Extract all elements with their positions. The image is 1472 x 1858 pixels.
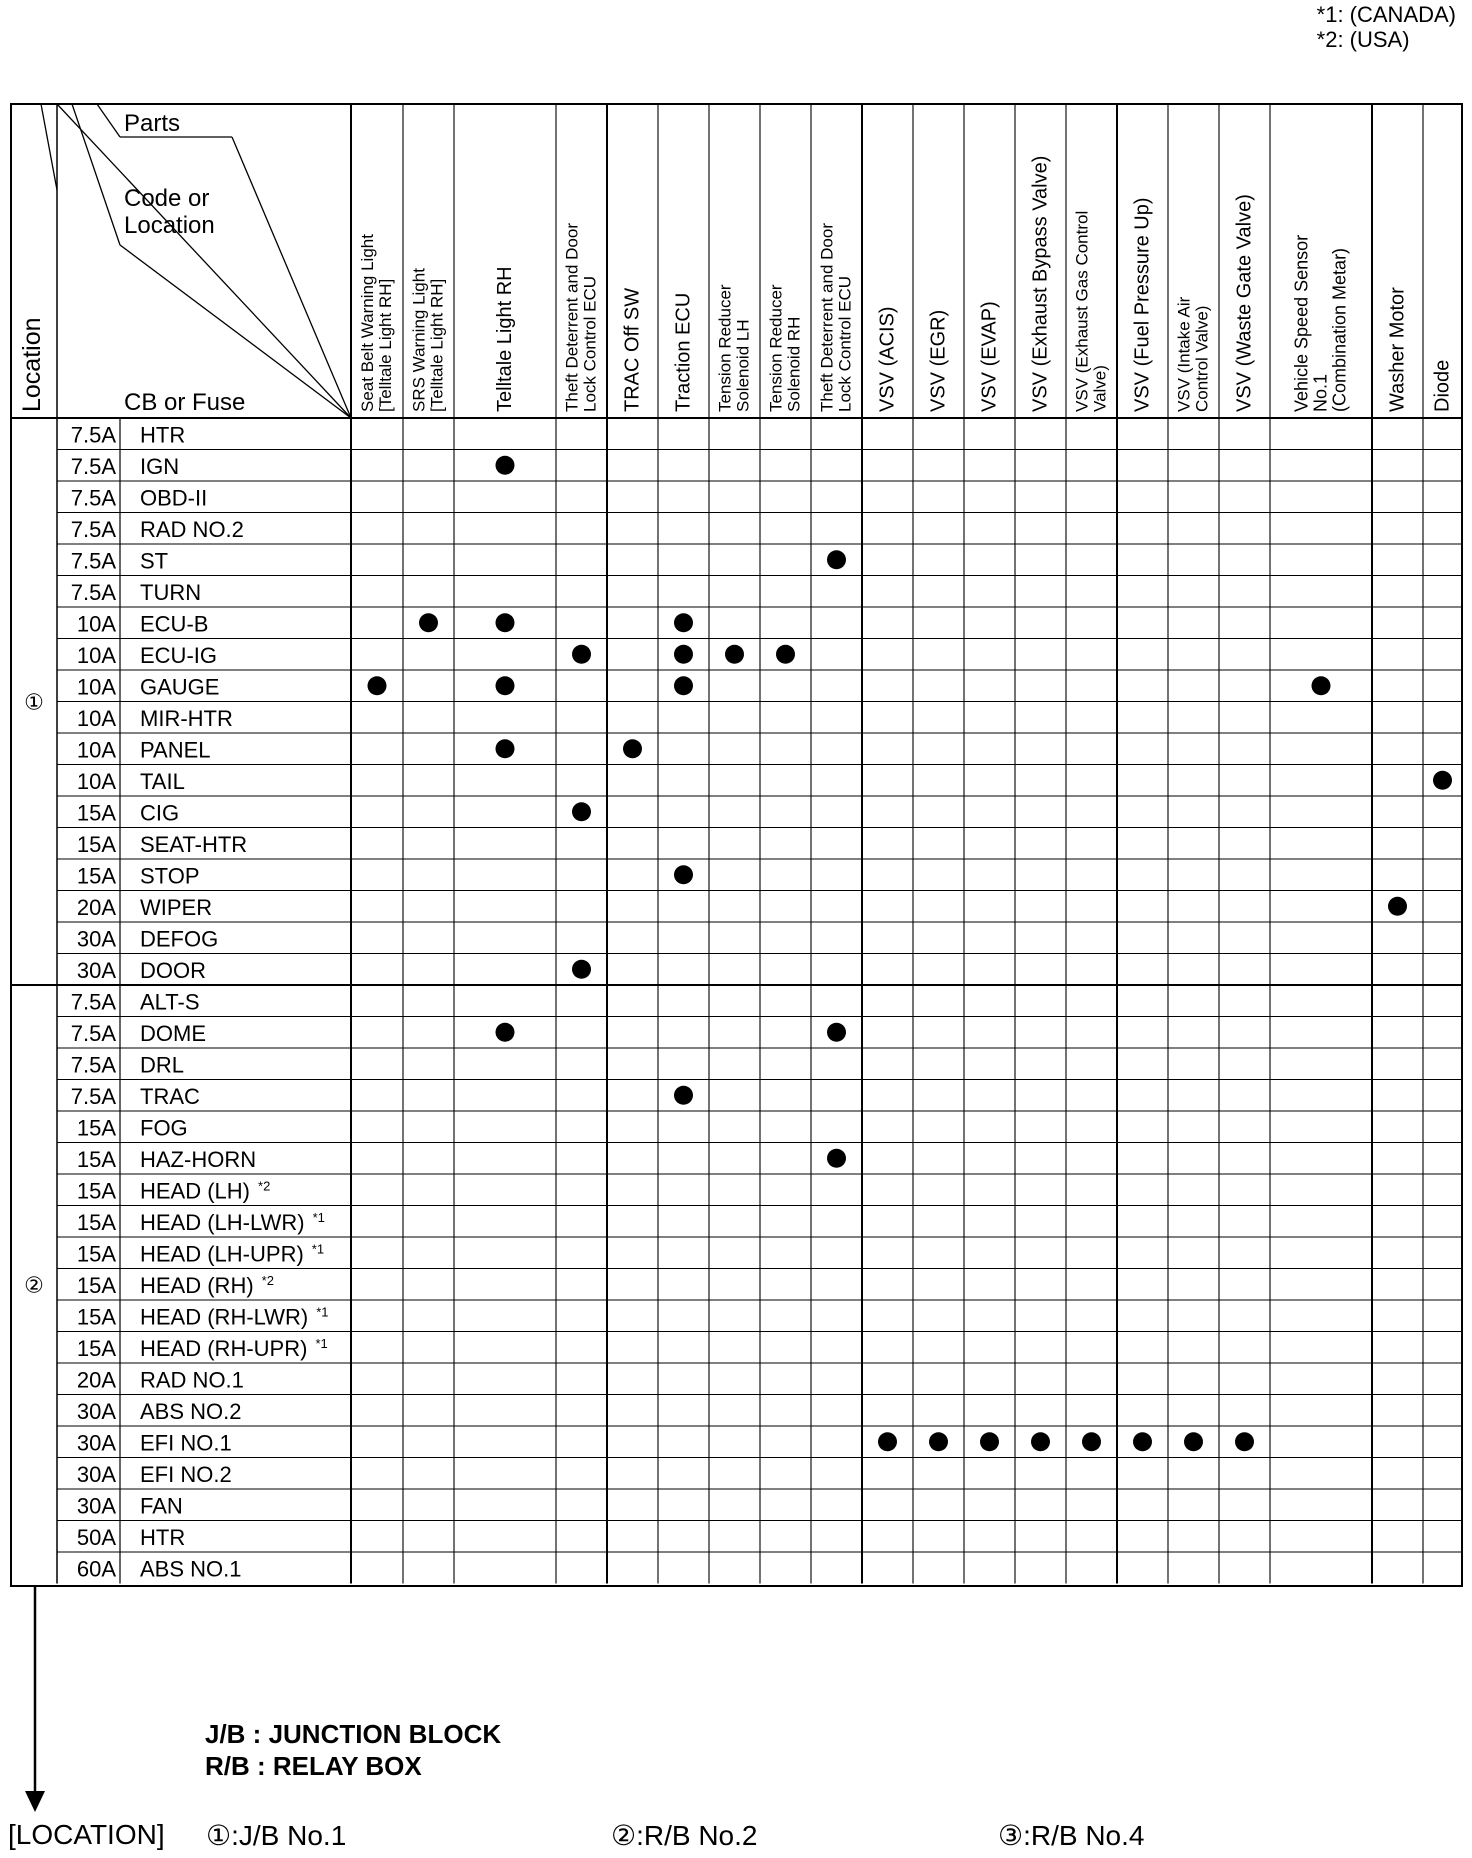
connection-dot [1235,1432,1254,1451]
fuse-amperage: 15A [76,1304,116,1330]
fuse-amperage: 7.5A [70,1052,116,1078]
connection-dot [623,739,642,758]
fuse-amperage: 10A [76,643,116,668]
diagonal-line [232,137,351,418]
fuse-name: TRAC [140,1084,200,1109]
fuse-amperage: 10A [76,706,116,731]
legend-junction-block: J/B : JUNCTION BLOCK [205,1719,502,1749]
column-header-label: Lock Control ECU [835,275,855,412]
fuse-name: HEAD (RH) $^{*2}$ [140,1273,274,1298]
connection-dot [980,1432,999,1451]
column-header-label: Seat Belt Warning Light [357,234,377,412]
connection-dot [496,456,515,475]
fuse-amperage: 20A [76,1367,116,1393]
connection-dot [674,1086,693,1105]
column-header-label: VSV (EVAP) [978,301,1001,412]
header-code-or: Code or [124,185,210,212]
fuse-amperage: 30A [76,1399,116,1424]
fuse-amperage: 10A [76,611,116,637]
column-header-label: VSV (Exhaust Bypass Valve) [1029,155,1052,412]
connection-dot [419,613,438,632]
fuse-name: HEAD (LH) $^{*2}$ [140,1178,271,1204]
fuse-name: WIPER [140,895,213,920]
connection-dot [827,1023,846,1042]
fuse-name: RAD NO.1 [140,1367,244,1393]
fuse-amperage: 10A [76,737,116,763]
fuse-amperage: 50A [76,1525,116,1550]
fuse-amperage: 7.5A [70,454,116,479]
connection-dot [496,739,515,758]
location-key-jb1: ①:J/B No.1 [206,1820,347,1851]
fuse-name: RAD NO.2 [140,517,244,542]
column-header-label: Vehicle Speed Sensor [1291,234,1312,412]
location-marker: ① [24,689,44,715]
fuse-amperage: 15A [76,1147,116,1172]
connection-dot [496,676,515,695]
location-key-rb2: ②:R/B No.2 [611,1820,758,1851]
connection-dot [776,645,795,664]
connection-dot [572,802,591,821]
fuse-name: EFI NO.1 [140,1430,232,1456]
fuse-amperage: 15A [76,1210,116,1235]
fuse-name: EFI NO.2 [140,1462,232,1487]
column-header-label: VSV (Fuel Pressure Up) [1131,197,1154,412]
fuse-name: ECU-IG [140,643,217,668]
connection-dot [1184,1432,1203,1451]
fuse-amperage: 30A [76,1430,116,1456]
fuse-footnote-ref: *1 [315,1336,328,1351]
column-header-label: Lock Control ECU [580,275,600,412]
column-header-label: Solenoid RH [784,316,804,412]
fuse-amperage: 7.5A [70,580,116,605]
fuse-name: HAZ-HORN [140,1147,257,1172]
footnote-usa: *2: (USA) [1316,27,1410,52]
column-header-label: Telltale Light RH [493,266,516,412]
fuse-name: ALT-S [140,989,200,1015]
fuse-amperage: 20A [76,895,116,920]
table-body [24,423,328,1582]
location-marker: ② [24,1272,44,1298]
connection-dot [674,865,693,884]
fuse-name: CIG [140,800,180,826]
fuse-amperage: 7.5A [70,422,116,448]
fuse-name: MIR-HTR [140,706,233,731]
fuse-amperage: 7.5A [70,1021,116,1046]
fuse-name: HEAD (LH-LWR) $^{*1}$ [140,1210,325,1235]
legend-relay-box: R/B : RELAY BOX [205,1751,422,1781]
column-header-label: TRAC Off SW [621,287,644,412]
column-header-label: Diode [1431,359,1454,412]
column-header-label: [Telltale Light RH] [427,278,447,412]
column-header-label: (Combination Metar) [1329,247,1350,412]
header-parts: Parts [124,110,181,137]
fuse-footnote-ref: *1 [316,1304,329,1320]
column-header-label: VSV (Exhaust Gas Control [1072,210,1092,412]
fuse-name: TAIL [140,769,185,794]
fuse-amperage: 15A [76,1178,116,1204]
connection-dot [929,1432,948,1451]
column-header-label: No.1 [1310,373,1331,412]
fuse-amperage: 30A [76,926,116,952]
column-header-label: Solenoid LH [733,319,753,412]
fuse-name: SEAT-HTR [140,832,248,857]
fuse-name: FOG [140,1115,188,1141]
fuse-amperage: 10A [76,769,116,794]
location-key-label: [LOCATION] [8,1819,165,1850]
fuse-name: HTR [140,1525,186,1550]
fuse-name: DRL [140,1052,185,1078]
connection-dot [496,1023,515,1042]
connection-dot [1082,1432,1101,1451]
fuse-amperage: 30A [76,958,116,983]
connection-dot [674,676,693,695]
location-key [8,1819,1448,1853]
fuse-name: GAUGE [140,674,220,700]
fuse-amperage: 7.5A [70,517,116,542]
footnote-canada: *1: (CANADA) [1316,2,1456,27]
fuse-name: OBD-II [140,485,208,511]
connection-dot [878,1432,897,1451]
fuse-name: DOME [140,1021,206,1046]
column-headers [358,156,1454,412]
connection-dot [572,960,591,979]
fuse-footnote-ref: *1 [312,1210,325,1225]
fuse-name: PANEL [140,737,211,763]
fuse-name: ST [140,548,169,574]
header-diagonals [41,104,351,418]
column-header-label: VSV (EGR) [927,309,950,412]
fuse-amperage: 10A [76,674,116,700]
column-header-label: Valve) [1090,365,1110,412]
fuse-amperage: 7.5A [70,485,116,511]
fuse-amperage: 15A [76,832,116,857]
connection-dot [827,1149,846,1168]
column-header-label: Theft Deterrent and Door [817,223,837,412]
fuse-amperage: 7.5A [70,1084,116,1109]
fuse-name: FAN [140,1493,183,1519]
fuse-name: IGN [140,454,180,479]
connection-dot [1031,1432,1050,1451]
connection-dot [674,645,693,664]
fuse-name: ABS NO.2 [140,1399,242,1424]
fuse-footnote-ref: *1 [311,1241,325,1257]
fuse-name: HEAD (RH-UPR) $^{*1}$ [140,1336,328,1361]
fuse-amperage: 7.5A [70,989,116,1015]
connection-dot [1433,771,1452,790]
column-header-label: SRS Warning Light [409,268,429,412]
fuse-name: ABS NO.1 [140,1556,242,1582]
fuse-name: DEFOG [140,926,219,952]
diagonal-line [41,104,57,190]
connection-dot [725,645,744,664]
fuse-amperage: 15A [76,1273,116,1298]
diagonal-line [72,104,120,245]
fuse-name: HEAD (RH-LWR) $^{*1}$ [140,1304,329,1330]
column-header-label: Tension Reducer [715,284,735,412]
column-header-label: Control Valve) [1192,305,1212,412]
header-location-word: Location [124,212,215,239]
abbreviation-legend [205,1718,501,1782]
fuse-amperage: 15A [76,1115,116,1141]
fuse-name: HTR [140,422,186,448]
column-header-label: [Telltale Light RH] [375,278,395,412]
connection-dot [1388,897,1407,916]
column-header-label: Traction ECU [672,292,695,412]
column-header-label: Tension Reducer [766,284,786,412]
fuse-footnote-ref: *2 [258,1178,271,1194]
connection-dot [368,676,387,695]
fuse-name: DOOR [140,958,206,983]
diagonal-line [97,104,120,137]
fuse-name: STOP [140,863,200,889]
connection-dot [1133,1432,1152,1451]
column-header-label: VSV (ACIS) [876,306,899,412]
fuse-amperage: 30A [76,1493,116,1519]
connection-dot [496,613,515,632]
column-header-label: Washer Motor [1386,287,1409,412]
location-key-rb4: ③:R/B No.4 [998,1820,1145,1851]
fuse-amperage: 15A [76,1241,116,1267]
fuse-amperage: 30A [76,1462,116,1487]
column-header-label: VSV (Intake Air [1174,296,1194,412]
diagonal-line [57,104,351,418]
fuse-footnote-ref: *2 [261,1273,274,1288]
header-cb-or-fuse: CB or Fuse [124,389,246,416]
fuse-amperage: 15A [76,1336,116,1361]
column-header-label: VSV (Waste Gate Valve) [1233,194,1256,412]
location-arrow [0,1586,60,1816]
fuse-amperage: 15A [76,800,116,826]
header-location: Location [18,317,46,412]
connection-dot [827,550,846,569]
fuse-amperage: 7.5A [70,548,116,574]
fuse-amperage: 60A [76,1556,116,1582]
fuse-name: ECU-B [140,611,209,637]
column-header-label: Theft Deterrent and Door [562,223,582,412]
fuse-name: HEAD (LH-UPR) $^{*1}$ [140,1241,325,1267]
connection-dot [1312,676,1331,695]
connection-dot [674,613,693,632]
connection-dot [572,645,591,664]
fuse-amperage: 15A [76,863,116,889]
fuse-name: TURN [140,580,202,605]
